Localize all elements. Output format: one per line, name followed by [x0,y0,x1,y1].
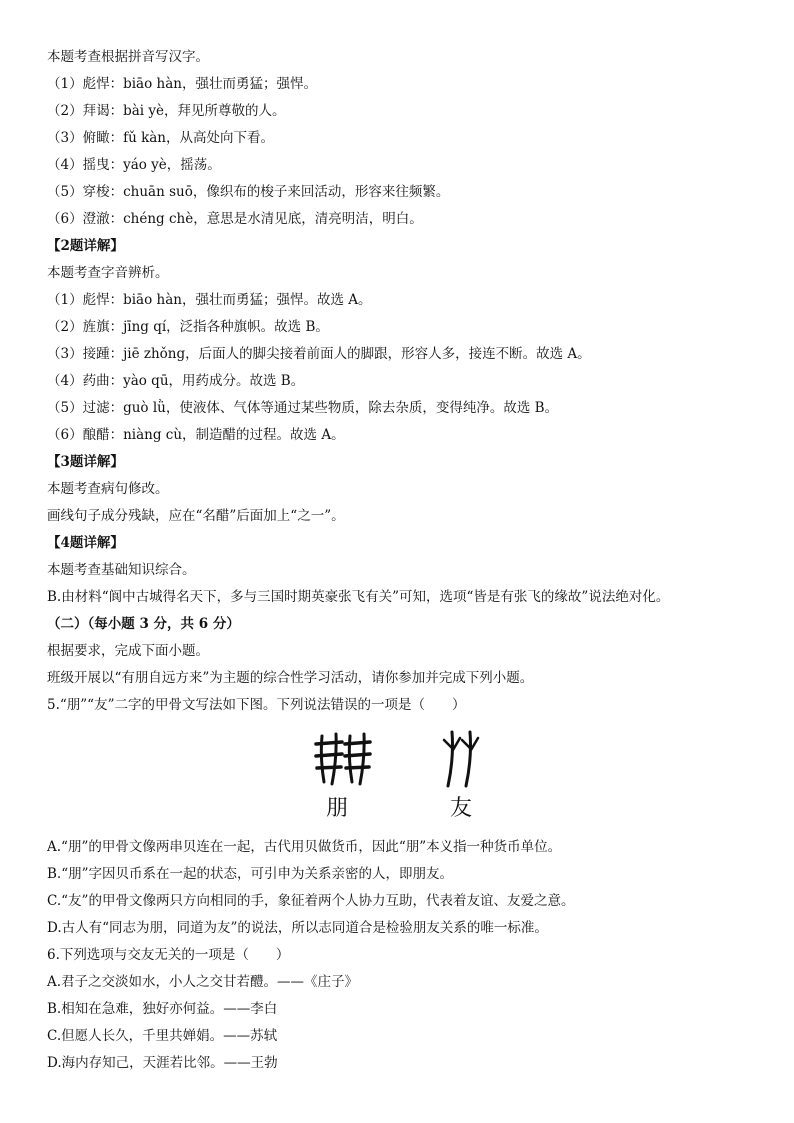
section-heading: （二）（每小题 3 分，共 6 分） [47,616,240,632]
option-d: D.古人有“同志为朋，同道为友”的说法，所以志同道合是检验朋友关系的唯一标准。 [47,920,548,936]
question-5-stem: 5.“朋”“友”二字的甲骨文写法如下图。下列说法错误的一项是（ ） [47,697,466,713]
text-line: 画线句子成分残缺，应在“名醋”后面加上“之一”。 [47,508,345,524]
section-heading: 【2题详解】 [47,238,124,254]
text-line: （1）彪悍：biāo hàn，强壮而勇猛；强悍。 [47,76,317,92]
option-b: B.“朋”字因贝币系在一起的状态，可引申为关系亲密的人，即朋友。 [47,866,454,882]
figure-caption-peng: 朋 [326,796,349,821]
figure-caption-you: 友 [450,796,473,821]
text-line: （3）俯瞰：fǔ kàn，从高处向下看。 [47,130,274,146]
text-line: （3）接踵：jiē zhǒng，后面人的脚尖接着前面人的脚跟，形容人多，接连不断。故选 A。 [47,346,591,362]
text-line: 本题考查根据拼音写汉字。 [47,49,209,65]
text-line: （2）拜谒：bài yè，拜见所尊敬的人。 [47,103,286,119]
text-line: （1）彪悍：biāo hàn，强壮而勇猛；强悍。故选 A。 [47,292,372,308]
text-line: （6）酿醋：niàng cù，制造醋的过程。故选 A。 [47,427,345,443]
text-line: （2）旌旗：jīng qí，泛指各种旗帜。故选 B。 [47,319,329,335]
option-d: D.海内存知己，天涯若比邻。——王勃 [47,1055,278,1071]
text-line: 根据要求，完成下面小题。 [47,643,209,659]
text-line: 本题考查病句修改。 [47,481,169,497]
option-c: C.“友”的甲骨文像两只方向相同的手，象征着两个人协力互助，代表着友谊、友爱之意。 [47,893,575,909]
option-a: A.君子之交淡如水，小人之交甘若醴。——《庄子》 [47,974,359,990]
text-line: （4）摇曳：yáo yè，摇荡。 [47,157,221,173]
text-line: 本题考查基础知识综合。 [47,562,196,578]
text-line: B.由材料“阆中古城得名天下，多与三国时期英豪张飞有关”可知，选项“皆是有张飞的缘故”说法绝对化。 [47,589,670,605]
question-6-stem: 6.下列选项与交友无关的一项是（ ） [47,947,290,963]
section-heading: 【3题详解】 [47,454,124,470]
option-b: B.相知在急难，独好亦何益。——李白 [47,1001,278,1017]
text-line: （6）澄澈：chéng chè，意思是水清见底，清亮明洁，明白。 [47,211,423,227]
oracle-bone-figure [0,720,794,830]
option-c: C.但愿人长久，千里共婵娟。——苏轼 [47,1028,278,1044]
option-a: A.“朋”的甲骨文像两串贝连在一起，古代用贝做货币，因此“朋”本义指一种货币单位。 [47,839,562,855]
text-line: 本题考查字音辨析。 [47,265,169,281]
text-line: （5）穿梭：chuān suō，像织布的梭子来回活动，形容来往频繁。 [47,184,450,200]
text-line: （4）药曲：yào qū，用药成分。故选 B。 [47,373,305,389]
section-heading: 【4题详解】 [47,535,124,551]
text-line: 班级开展以“有朋自远方来”为主题的综合性学习活动，请你参加并完成下列小题。 [47,670,534,686]
peng-oracle-glyph-icon [312,730,374,788]
you-oracle-glyph-icon [440,728,480,790]
text-line: （5）过滤：guò lǜ，使液体、气体等通过某些物质，除去杂质，变得纯净。故选 B。 [47,400,559,416]
